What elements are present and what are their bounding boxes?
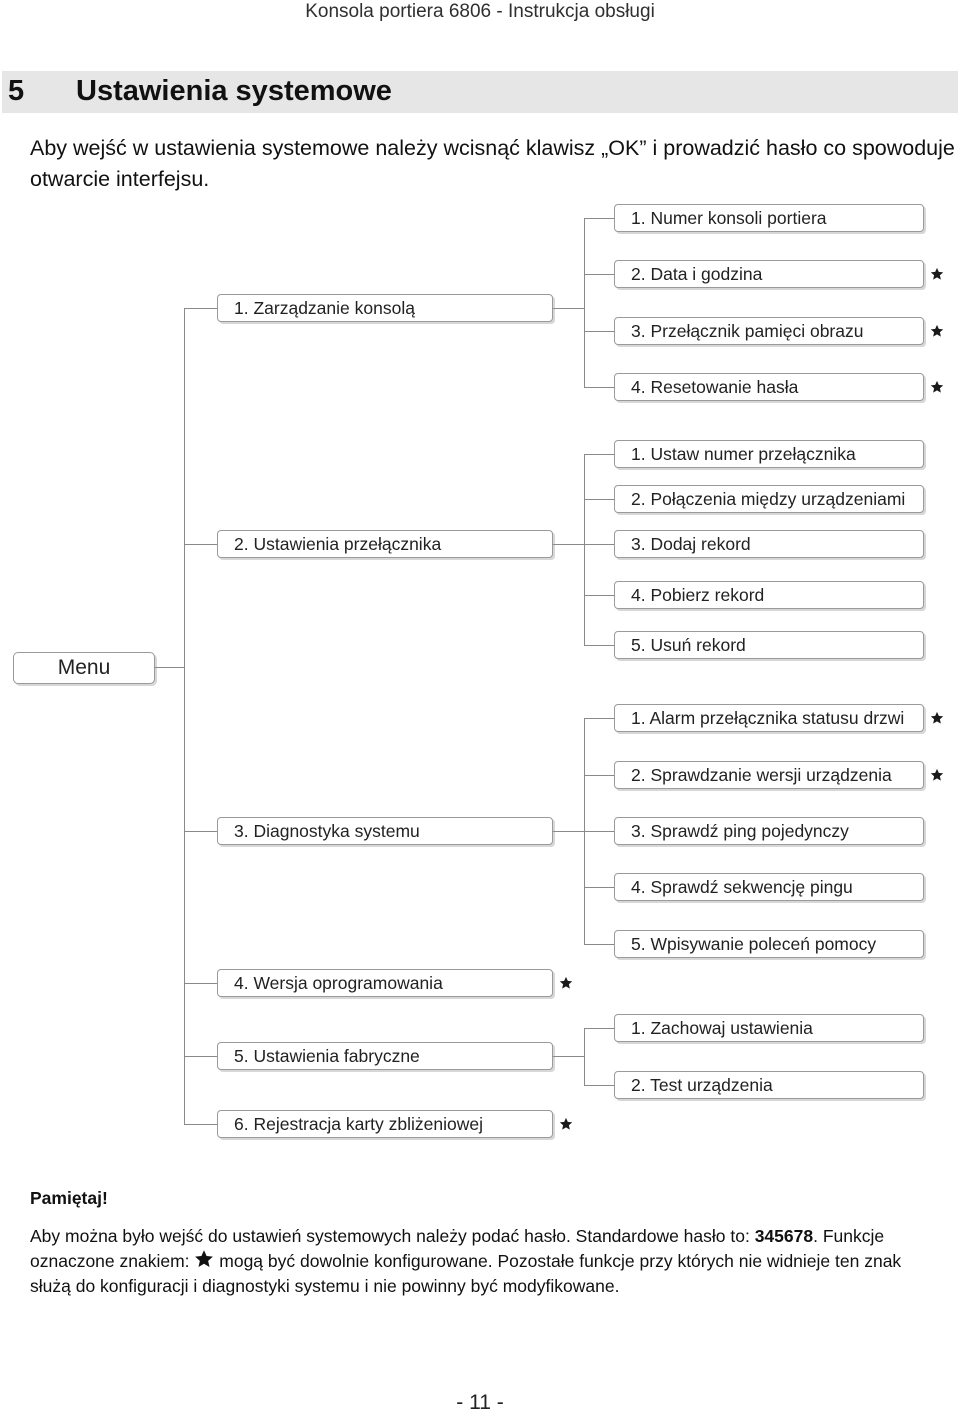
page-header: Konsola portiera 6806 - Instrukcja obsługi xyxy=(305,1,655,22)
connector-line xyxy=(553,308,584,309)
connector-line xyxy=(553,544,584,545)
star-icon xyxy=(930,267,944,281)
submenu-item: 5. Wpisywanie poleceń pomocy xyxy=(614,930,924,958)
connector-line xyxy=(584,775,614,776)
connector-line xyxy=(184,983,217,984)
section-number: 5 xyxy=(8,75,25,107)
note-text-2: . Funkcje oznaczone znakiem: xyxy=(30,1226,885,1271)
menu-item: 2. Ustawienia przełącznika xyxy=(217,530,553,558)
submenu-item: 5. Usuń rekord xyxy=(614,631,924,659)
connector-line xyxy=(584,331,614,332)
submenu-item: 2. Sprawdzanie wersji urządzenia xyxy=(614,761,924,789)
star-icon xyxy=(930,711,944,725)
connector-line xyxy=(584,944,614,945)
connector-line xyxy=(184,1124,217,1125)
section-heading xyxy=(2,71,958,113)
note-body xyxy=(30,1224,940,1299)
star-icon xyxy=(559,1117,573,1131)
connector-line xyxy=(184,1056,217,1057)
connector-line xyxy=(584,831,614,832)
note-text-1: Aby można było wejść do ustawień systemowych należy podać hasło. Standardowe hasło to: xyxy=(30,1226,755,1246)
connector-line xyxy=(584,1085,614,1086)
connector-line xyxy=(584,218,585,388)
connector-line xyxy=(584,499,614,500)
connector-line xyxy=(584,218,614,219)
submenu-item: 2. Test urządzenia xyxy=(614,1071,924,1099)
star-icon xyxy=(559,976,573,990)
connector-line xyxy=(584,274,614,275)
submenu-item: 3. Dodaj rekord xyxy=(614,530,924,558)
page-number: - 11 - xyxy=(456,1391,504,1414)
star-icon xyxy=(930,380,944,394)
connector-line xyxy=(155,667,184,668)
connector-line xyxy=(184,308,185,1125)
connector-line xyxy=(584,595,614,596)
submenu-item: 1. Zachowaj ustawienia xyxy=(614,1014,924,1042)
submenu-item: 4. Pobierz rekord xyxy=(614,581,924,609)
submenu-item: 4. Sprawdź sekwencję pingu xyxy=(614,873,924,901)
connector-line xyxy=(553,831,584,832)
connector-line xyxy=(553,1056,584,1057)
connector-line xyxy=(584,1028,585,1086)
submenu-item: 1. Alarm przełącznika statusu drzwi xyxy=(614,704,924,732)
connector-line xyxy=(584,387,614,388)
menu-item: 6. Rejestracja karty zbliżeniowej xyxy=(217,1110,553,1138)
menu-item: 5. Ustawienia fabryczne xyxy=(217,1042,553,1070)
section-title: Ustawienia systemowe xyxy=(76,75,392,107)
menu-item: 1. Zarządzanie konsolą xyxy=(217,294,553,322)
note-title: Pamiętaj! xyxy=(30,1188,108,1208)
menu-root-box: Menu xyxy=(13,652,155,684)
connector-line xyxy=(584,1028,614,1029)
connector-line xyxy=(584,718,614,719)
submenu-item: 1. Ustaw numer przełącznika xyxy=(614,440,924,468)
star-icon xyxy=(930,324,944,338)
star-icon xyxy=(194,1249,214,1269)
submenu-item: 2. Połączenia między urządzeniami xyxy=(614,485,924,513)
submenu-item: 2. Data i godzina xyxy=(614,260,924,288)
connector-line xyxy=(584,645,614,646)
submenu-item: 1. Numer konsoli portiera xyxy=(614,204,924,232)
connector-line xyxy=(584,887,614,888)
star-icon xyxy=(930,768,944,782)
submenu-item: 3. Przełącznik pamięci obrazu xyxy=(614,317,924,345)
menu-item: 4. Wersja oprogramowania xyxy=(217,969,553,997)
submenu-item: 3. Sprawdź ping pojedynczy xyxy=(614,817,924,845)
submenu-item: 4. Resetowanie hasła xyxy=(614,373,924,401)
connector-line xyxy=(584,454,614,455)
menu-item: 3. Diagnostyka systemu xyxy=(217,817,553,845)
connector-line xyxy=(584,544,614,545)
connector-line xyxy=(584,454,585,646)
default-password: 345678 xyxy=(754,1226,814,1246)
connector-line xyxy=(184,831,217,832)
note-text-3: mogą być dowolnie konfigurowane. Pozostałe funkcje przy których nie widnieje ten znak służą do konfiguracji i diagnostyki systemu i nie powinny być modyfikowane. xyxy=(30,1251,902,1296)
connector-line xyxy=(184,544,217,545)
connector-line xyxy=(184,308,217,309)
intro-paragraph: Aby wejść w ustawienia systemowe należy wcisnąć klawisz „OK” i prowadzić hasło co spowoduje otwarcie interfejsu. xyxy=(30,136,955,191)
